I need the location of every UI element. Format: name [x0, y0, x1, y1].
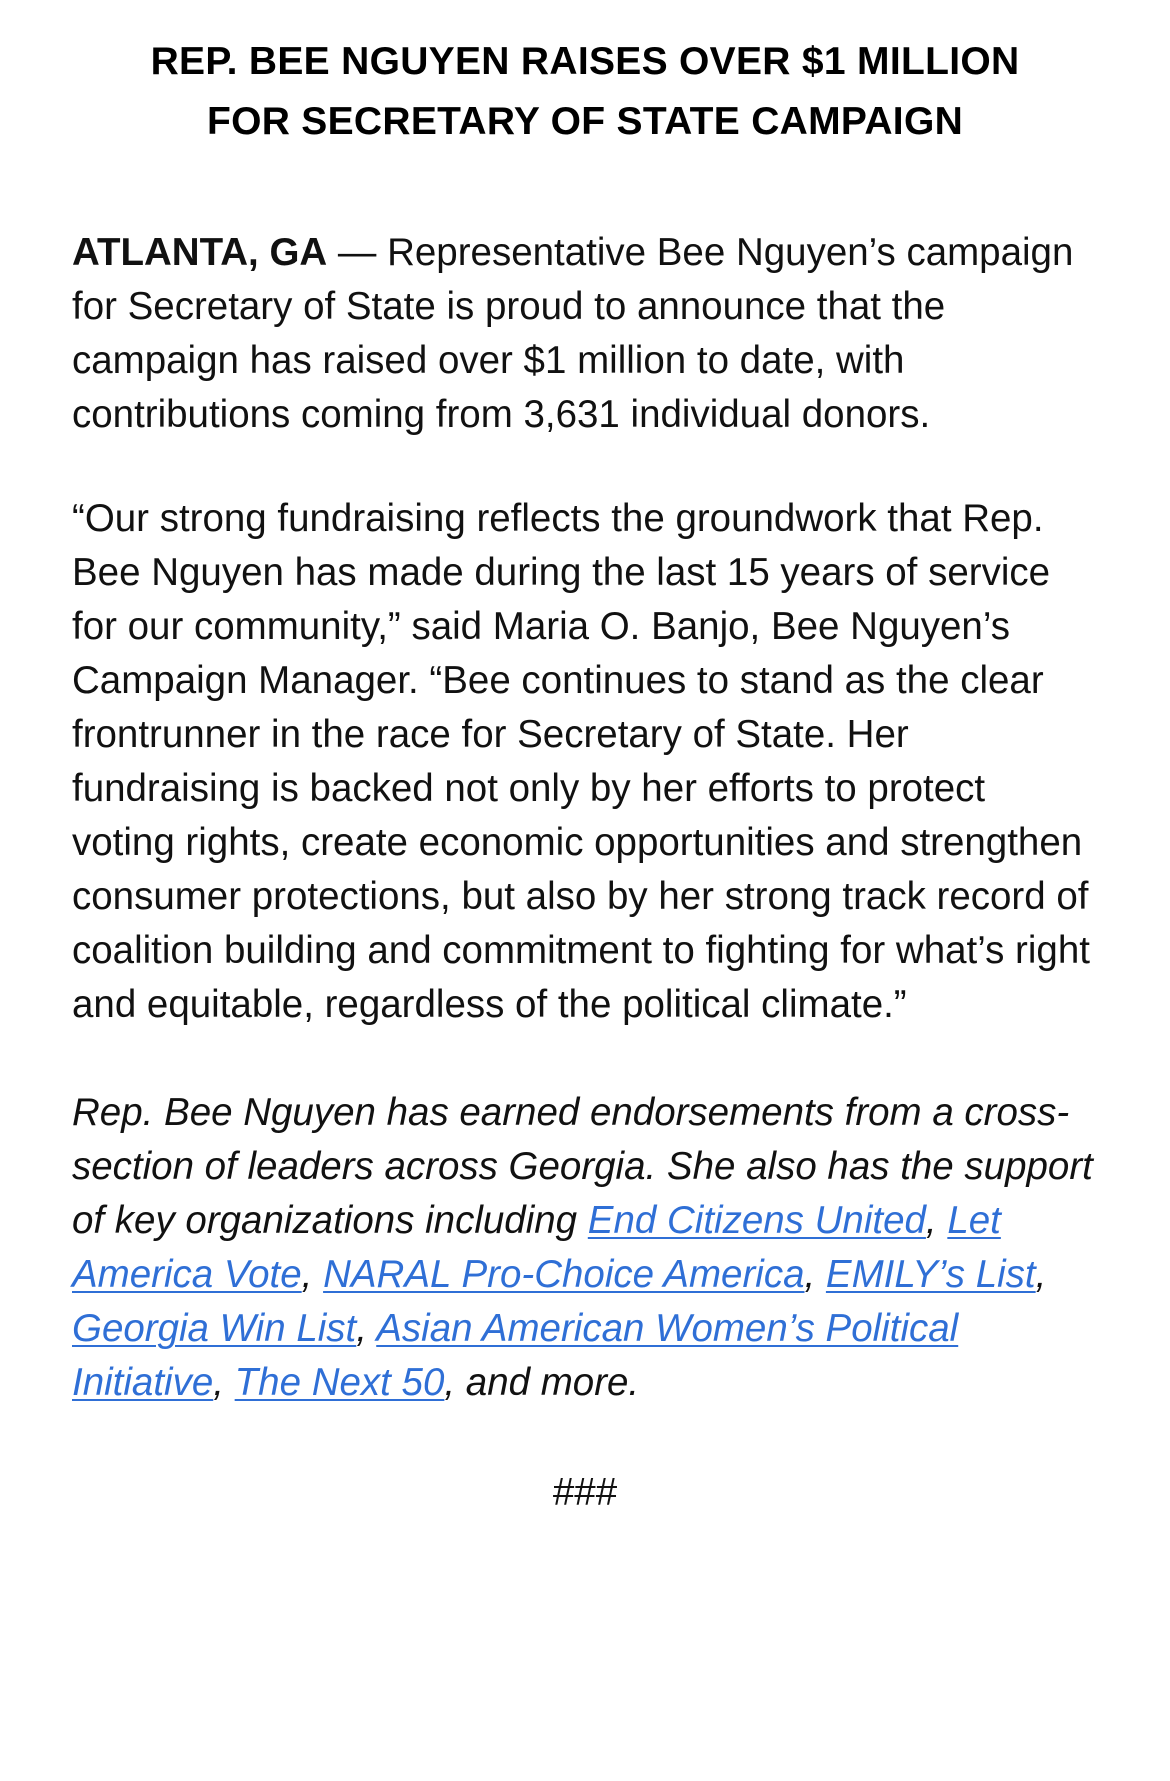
link-aawpi[interactable]: Asian American Women’s Political Initiative: [72, 1307, 959, 1404]
link-separator: ,: [301, 1253, 324, 1296]
headline: [72, 0, 1098, 152]
link-the-next-50[interactable]: The Next 50: [234, 1361, 445, 1404]
headline-line-1: REP. BEE NGUYEN RAISES OVER $1 MILLION: [150, 40, 1020, 83]
link-separator: ,: [1035, 1253, 1047, 1296]
lede-paragraph: [72, 226, 1098, 442]
link-separator: ,: [356, 1307, 377, 1350]
quote-paragraph: “Our strong fundraising reflects the groundwork that Rep. Bee Nguyen has made during the last 15 years of service for our community,” said Maria O. Banjo, Bee Nguyen’s Campaign Manager. “Bee continues to stand as the clear frontrunner in the race for Secretary of State. Her fundraising is backed not only by her efforts to protect voting rights, create economic opportunities and strengthen consumer protections, but also by her strong track record of coalition building and commitment to fighting for what’s right and equitable, regardless of the political climate.”: [72, 497, 1090, 1026]
link-separator: ,: [804, 1253, 826, 1296]
link-let-america-vote[interactable]: Let America Vote: [72, 1199, 1001, 1296]
end-mark: ###: [552, 1471, 618, 1514]
endorsements-intro: Rep. Bee Nguyen has earned endorsements from a cross-section of leaders across Georgia. She also has the support of key organizations including: [72, 1091, 1093, 1242]
endorsements-paragraph: [72, 1086, 1098, 1410]
endorsements-outro: , and more.: [444, 1361, 640, 1404]
link-separator: ,: [925, 1199, 948, 1242]
headline-line-2: FOR SECRETARY OF STATE CAMPAIGN: [206, 100, 964, 143]
dateline: ATLANTA, GA: [72, 231, 328, 274]
link-georgia-win-list[interactable]: Georgia Win List: [72, 1307, 357, 1350]
link-emilys-list[interactable]: EMILY’s List: [825, 1253, 1036, 1296]
link-separator: ,: [213, 1361, 235, 1404]
link-end-citizens-united[interactable]: End Citizens United: [587, 1199, 926, 1242]
lede-body: — Representative Bee Nguyen’s campaign for Secretary of State is proud to announce that the campaign has raised over $1 million to date, with contributions coming from 3,631 individual donors.: [72, 231, 1074, 436]
link-naral-pro-choice-america[interactable]: NARAL Pro-Choice America: [323, 1253, 805, 1296]
